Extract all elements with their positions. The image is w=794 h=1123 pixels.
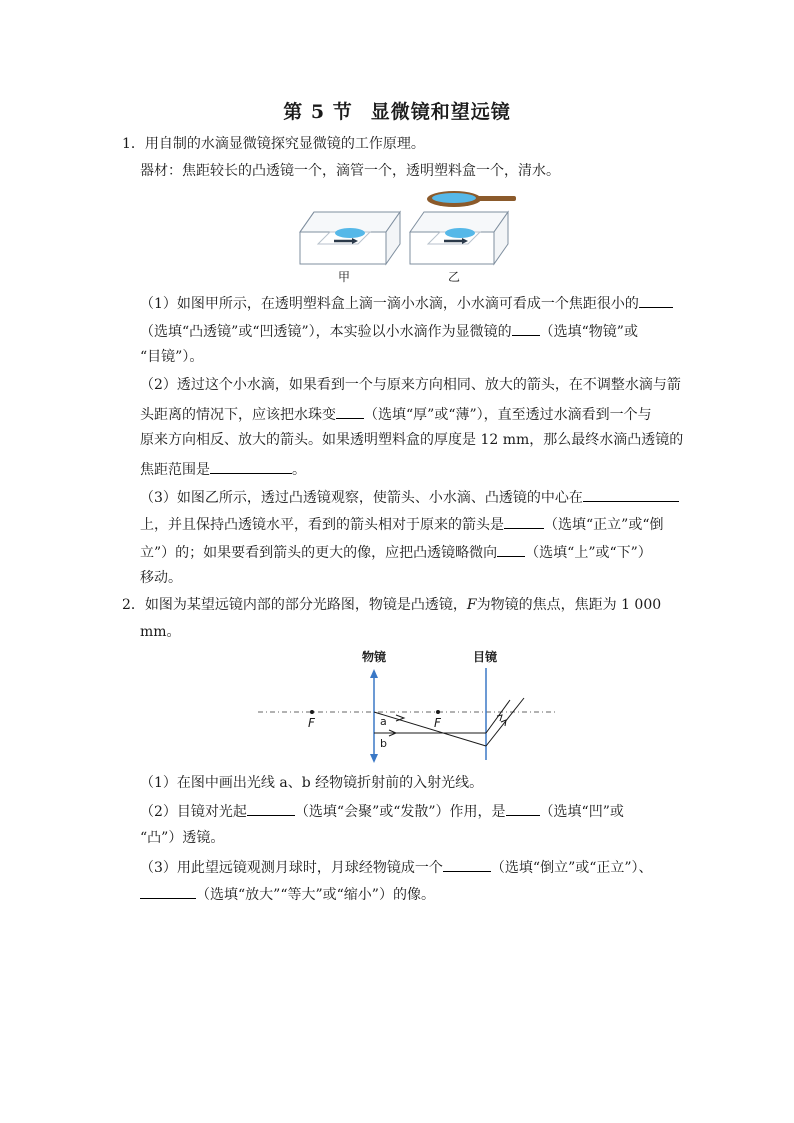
plastic-box-yi	[410, 212, 508, 264]
q2-p2-text: （选填“凹”或	[539, 804, 624, 820]
q1-p3-line4: 移动。	[140, 570, 182, 586]
q2-stem-text: 为物镜的焦点，焦距为 1 000	[476, 597, 662, 613]
ray-b-label: b	[380, 737, 387, 750]
water-drop-yi	[445, 228, 475, 238]
page-title	[0, 97, 794, 124]
q1-p2-text: 。	[292, 462, 306, 478]
ray-a	[374, 698, 524, 746]
q2-p3-text: （选填“倒立”或“正立”）、	[490, 860, 653, 876]
q2-p2-text: （选填“会聚”或“发散”）作用，是	[294, 804, 506, 820]
water-drop-jia	[335, 228, 365, 238]
answer-blank[interactable]	[336, 404, 364, 419]
q2-p3-text: （3）用此望远镜观测月球时，月球经物镜成一个	[140, 860, 443, 876]
q1-p3-line1	[140, 487, 679, 507]
q1-materials: 器材：焦距较长的凸透镜一个，滴管一个，透明塑料盒一个，清水。	[140, 163, 560, 179]
q2-p3-line2	[140, 884, 435, 904]
q2-stem-text: 2．如图为某望远镜内部的部分光路图，物镜是凸透镜，	[122, 597, 467, 613]
q1-p2-text: （选填“厚”或“薄”），直至透过水滴看到一个与	[364, 407, 652, 423]
figure-label-jia: 甲	[338, 270, 351, 284]
ray-a-label: a	[380, 715, 387, 728]
q1-p2-line3: 原来方向相反、放大的箭头。如果透明塑料盒的厚度是 12 mm，那么最终水滴凸透镜的	[140, 432, 684, 448]
q2-p2-line2: “凸”）透镜。	[140, 830, 225, 846]
q1-p2-text: 焦距范围是	[140, 462, 210, 478]
objective-lens	[370, 669, 378, 763]
answer-blank[interactable]	[497, 542, 525, 557]
objective-lens-label: 物镜	[362, 650, 387, 664]
q2-p2-line1	[140, 801, 624, 821]
focus-point-right	[436, 710, 440, 714]
q2-p1: （1）在图中画出光线 a、b 经物镜折射前的入射光线。	[140, 775, 484, 791]
q1-stem: 1．用自制的水滴显微镜探究显微镜的工作原理。	[122, 136, 425, 152]
q2-stem-line2: mm。	[140, 624, 181, 640]
q1-p3-text: （选填“上”或“下”）	[525, 545, 652, 561]
q1-p2-line1: （2）透过这个小水滴，如果看到一个与原来方向相同、放大的箭头，在不调整水滴与箭	[140, 377, 681, 393]
answer-blank[interactable]	[140, 884, 196, 899]
q1-p1-text: （选填“凸透镜”或“凹透镜”），本实验以小水滴作为显微镜的	[140, 324, 512, 340]
focus-label-right: F	[434, 716, 441, 730]
answer-blank[interactable]	[512, 321, 540, 336]
q1-p3-line3	[140, 542, 652, 562]
q2-stem-line1	[122, 596, 661, 614]
answer-blank[interactable]	[443, 857, 491, 872]
focus-symbol: F	[466, 597, 477, 613]
q1-p3-text: （3）如图乙所示，透过凸透镜观察，使箭头、小水滴、凸透镜的中心在	[140, 490, 583, 506]
q1-p1-line1	[140, 293, 673, 313]
q1-p2-line4	[140, 459, 306, 479]
q2-p2-text: （2）目镜对光起	[140, 804, 247, 820]
answer-blank[interactable]	[210, 459, 292, 474]
focus-point-left	[310, 710, 314, 714]
q1-p3-line2	[140, 514, 663, 534]
answer-blank[interactable]	[247, 801, 295, 816]
q1-p2-text: 头距离的情况下，应该把水珠变	[140, 407, 336, 423]
q1-figure	[296, 188, 528, 290]
answer-blank[interactable]	[639, 293, 673, 308]
q1-p1-line2	[140, 321, 638, 341]
figure-label-yi: 乙	[448, 270, 461, 284]
eyepiece-label: 目镜	[473, 650, 498, 664]
magnifier-icon	[427, 191, 516, 207]
section-number: 第 5 节	[283, 101, 353, 123]
q1-p2-line2	[140, 404, 652, 424]
q1-p1-line3: “目镜”）。	[140, 349, 204, 365]
focus-label-left: F	[308, 716, 315, 730]
q2-p3-text: （选填“放大”“等大”或“缩小”）的像。	[196, 887, 435, 903]
q1-p1-text: （1）如图甲所示，在透明塑料盒上滴一滴小水滴，小水滴可看成一个焦距很小的	[140, 296, 639, 312]
section-name: 显微镜和望远镜	[370, 101, 511, 123]
q1-p3-text: （选填“正立”或“倒	[544, 517, 664, 533]
q1-p3-text: 上，并且保持凸透镜水平，看到的箭头相对于原来的箭头是	[140, 517, 504, 533]
q1-p3-text: 立”）的；如果要看到箭头的更大的像，应把凸透镜略微向	[140, 545, 498, 561]
q1-p1-text: （选填“物镜”或	[539, 324, 638, 340]
answer-blank[interactable]	[506, 801, 540, 816]
q2-p3-line1	[140, 857, 653, 877]
answer-blank[interactable]	[583, 487, 679, 502]
answer-blank[interactable]	[504, 514, 544, 529]
telescope-ray-diagram	[256, 646, 560, 764]
